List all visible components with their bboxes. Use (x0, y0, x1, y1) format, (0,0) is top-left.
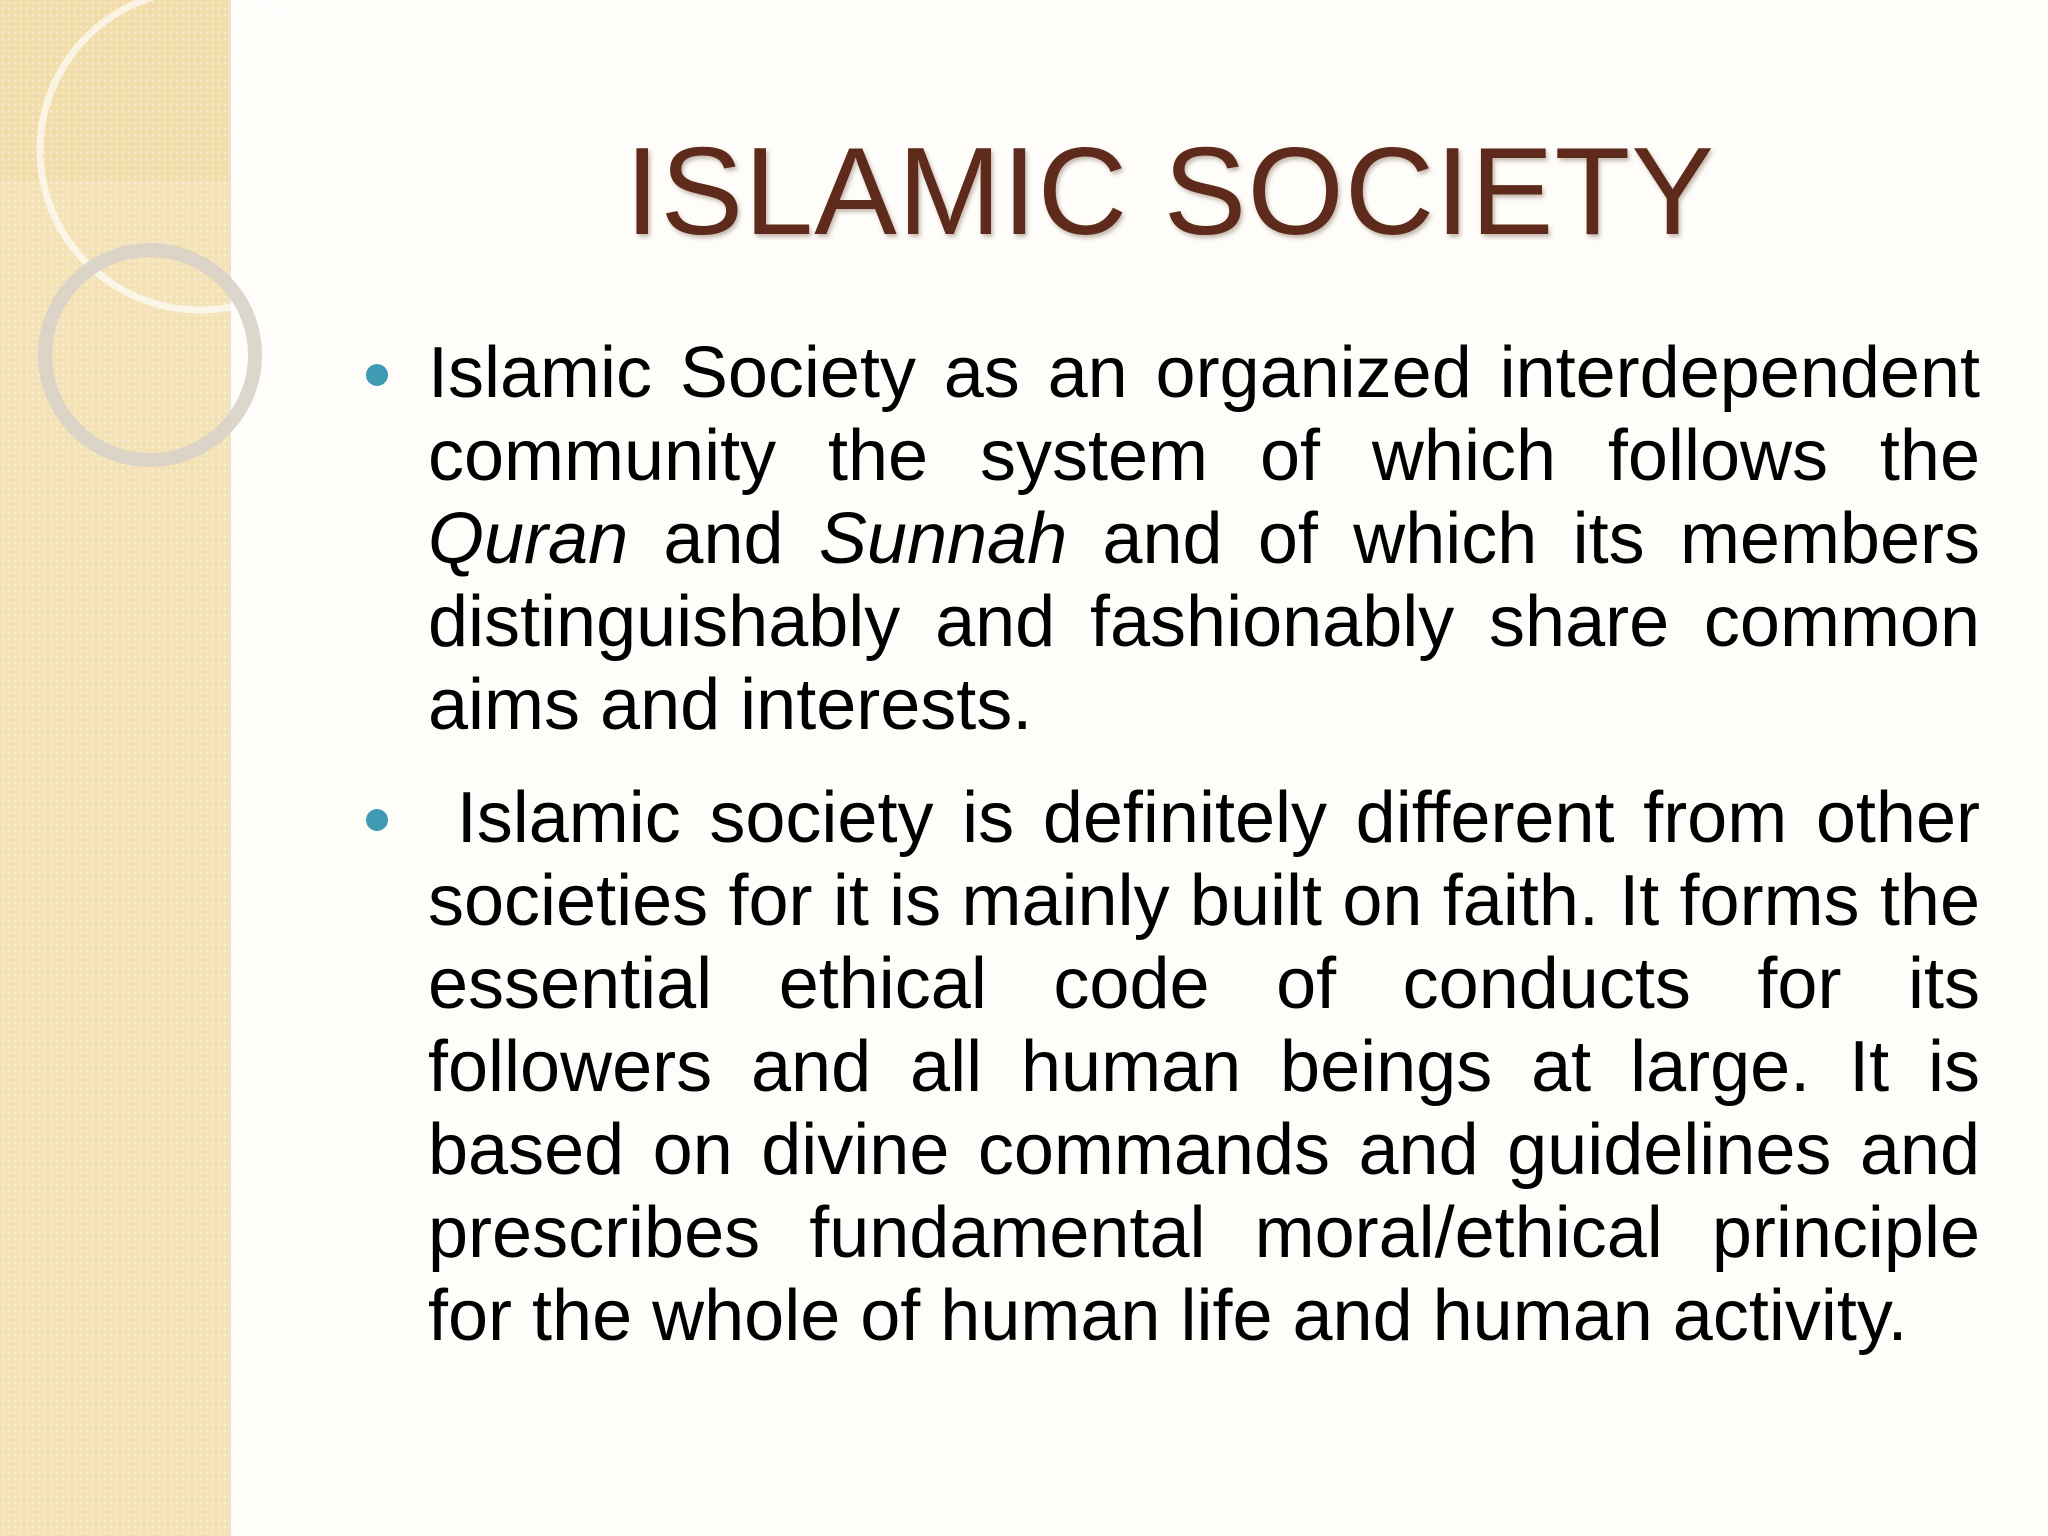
text-segment: and of which its members distinguishably and fashionably share common aims and interests. (428, 499, 1980, 745)
bullet-item-1 (360, 332, 1980, 747)
italic-term-quran: Quran (428, 499, 629, 579)
bullet-text-2: Islamic society is definitely different from other societies for it is mainly built on faith. It forms the essential ethical code of conducts for its followers and all human beings at large. It is based on divine commands and guidelines and prescribes fundamental moral/ethical principle for the whole of human life and human activity. (428, 778, 2001, 1356)
bullet-item-2 (360, 777, 2001, 1358)
italic-term-sunnah: Sunnah (818, 499, 1068, 579)
slide-title: ISLAMIC SOCIETY (625, 123, 1715, 261)
decorative-side-band-top (0, 0, 228, 180)
text-segment: and (628, 499, 819, 579)
decorative-side-band (0, 0, 231, 1536)
bullet-text-1 (428, 333, 1980, 745)
bullet-dot-icon (366, 364, 388, 386)
bullet-dot-icon (366, 809, 388, 831)
text-segment: Islamic Society as an organized interdependent community the system of which follows the (428, 333, 1980, 496)
bullet-list (360, 332, 2001, 1388)
